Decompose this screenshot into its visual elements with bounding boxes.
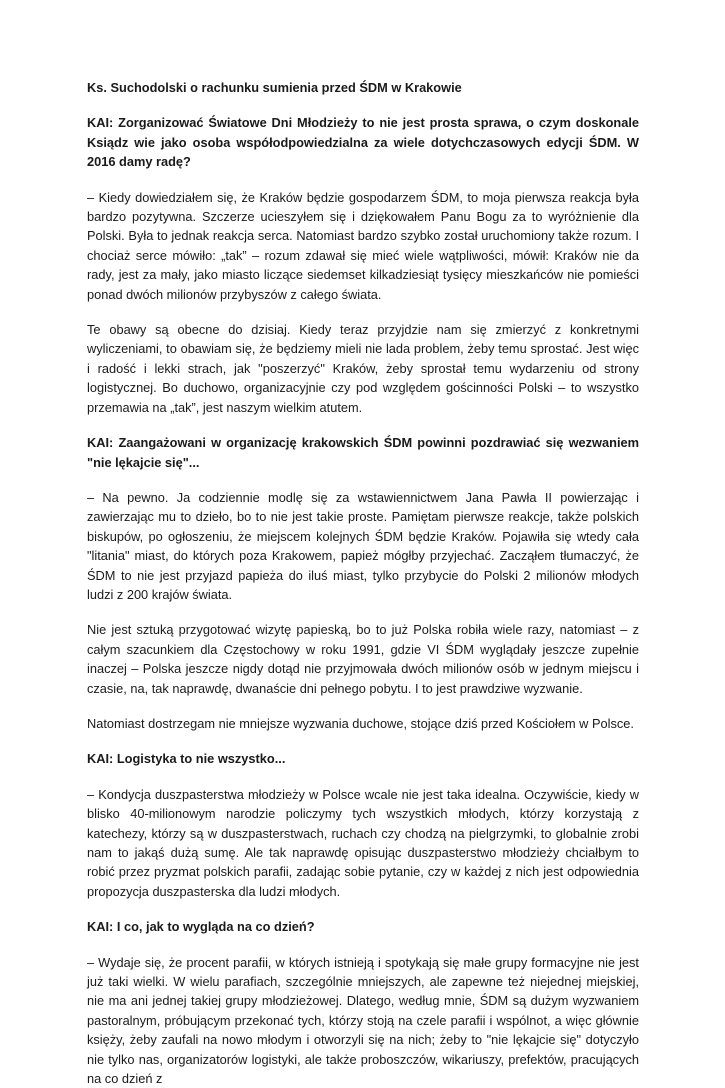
interview-question-3: KAI: Logistyka to nie wszystko... bbox=[87, 751, 286, 767]
answer-paragraph-6: – Kondycja duszpasterstwa młodzieży w Polsce wcale nie jest taka idealna. Oczywiście, kiedy w blisko 40-milionowym narodzie policzymy tych wszystkich młodych, którzy korzystają z katechezy, którzy są w duszpasterstwach, ruchach czy chodzą na pielgrzymki, to globalnie zrobi nam to jakąś dużą sumę. Ale tak naprawdę opisując duszpasterstwo młodzieży chciałbym to robić przez pryzmat polskich parafii, zadając sobie pytanie, czy w każdej z nich jest odpowiednia propozycja duszpasterska dla ludzi młodych. bbox=[87, 786, 639, 899]
interview-question-2: KAI: Zaangażowani w organizację krakowskich ŚDM powinni pozdrawiać się wezwaniem "nie lękajcie się"... bbox=[87, 435, 639, 470]
answer-paragraph-5: Natomiast dostrzegam nie mniejsze wyzwania duchowe, stojące dziś przed Kościołem w Polsce. bbox=[87, 715, 634, 731]
document-page bbox=[87, 78, 639, 1088]
answer-paragraph-4: Nie jest sztuką przygotować wizytę papieską, bo to już Polska robiła wiele razy, natomiast – z całym szacunkiem dla Częstochowy w roku 1991, gdzie VI ŚDM wyglądały jeszcze zupełnie inaczej – Polska jeszcze nigdy dotąd nie przyjmowała dwóch milionów osób w jednym miejscu i czasie, na, tak naprawdę, dwanaście dni pełnego pobytu. I to jest prawdziwe wyzwanie. bbox=[87, 622, 639, 696]
answer-paragraph-7: – Wydaje się, że procent parafii, w których istnieją i spotykają się małe grupy formacyjne nie jest już taki wielki. W wielu parafiach, szczególnie mniejszych, ale zapewne też niejednej miejskiej, nie ma ani jednej takiej grupy młodzieżowej. Dlatego, według mnie, ŚDM są dużym wyzwaniem pastoralnym, próbującym przekonać tych, którzy stoją na czele parafii i wspólnot, a więc głównie księży, żeby zaufali na nowo młodym i otworzyli się na nich; żeby to "nie lękajcie się" dotyczyło nie tylko nas, organizatorów logistyki, ale także proboszczów, wikariuszy, prefektów, pracujących na co dzień z bbox=[87, 954, 639, 1087]
answer-paragraph-1: – Kiedy dowiedziałem się, że Kraków będzie gospodarzem ŚDM, to moja pierwsza reakcja była bardzo pozytywna. Szczerze ucieszyłem się i dziękowałem Panu Bogu za to wyróżnienie dla Polski. Była to jednak reakcja serca. Natomiast bardzo szybko został uruchomiony także rozum. I chociaż serce mówiło: „tak” – rozum zdawał się mieć wiele wątpliwości, mówił: Kraków nie da rady, jest za mały, jako miasto liczące siedemset kilkadziesiąt tysięcy mieszkańców nie pomieści ponad dwóch milionów przybyszów z całego świata. bbox=[87, 189, 639, 302]
interview-question-4: KAI: I co, jak to wygląda na co dzień? bbox=[87, 919, 315, 935]
answer-paragraph-2: Te obawy są obecne do dzisiaj. Kiedy teraz przyjdzie nam się zmierzyć z konkretnymi wyliczeniami, to obawiam się, że będziemy mieli nie lada problem, żeby temu sprostać. Jest więc i radość i lekki strach, jak "poszerzyć" Kraków, żeby sprostał temu wydarzeniu od strony logistycznej. Bo duchowo, organizacyjnie czy pod względem gościnności Polski – to wszystko przemawia na „tak”, jest naszym wielkim atutem. bbox=[87, 322, 639, 415]
answer-paragraph-3: – Na pewno. Ja codziennie modlę się za wstawiennictwem Jana Pawła II powierzając i zawierzając mu to dzieło, bo to nie jest takie proste. Pamiętam pierwsze reakcje, także polskich biskupów, po ogłoszeniu, że miejscem kolejnych ŚDM będzie Kraków. Pojawiła się wtedy cała "litania" miast, do których poza Krakowem, papież mógłby przyjechać. Zacząłem tłumaczyć, że ŚDM to nie jest przyjazd papieża do iluś miast, tylko przybycie do Polski 2 milionów młodych ludzi z 200 krajów świata. bbox=[87, 489, 639, 602]
document-title: Ks. Suchodolski o rachunku sumienia przed ŚDM w Krakowie bbox=[87, 80, 462, 95]
interview-question-1: KAI: Zorganizować Światowe Dni Młodzieży to nie jest prosta sprawa, o czym doskonale Ksiądz wie jako osoba współodpowiedzialna za wiele dotychczasowych edycji ŚDM. W 2016 damy radę? bbox=[87, 115, 639, 170]
